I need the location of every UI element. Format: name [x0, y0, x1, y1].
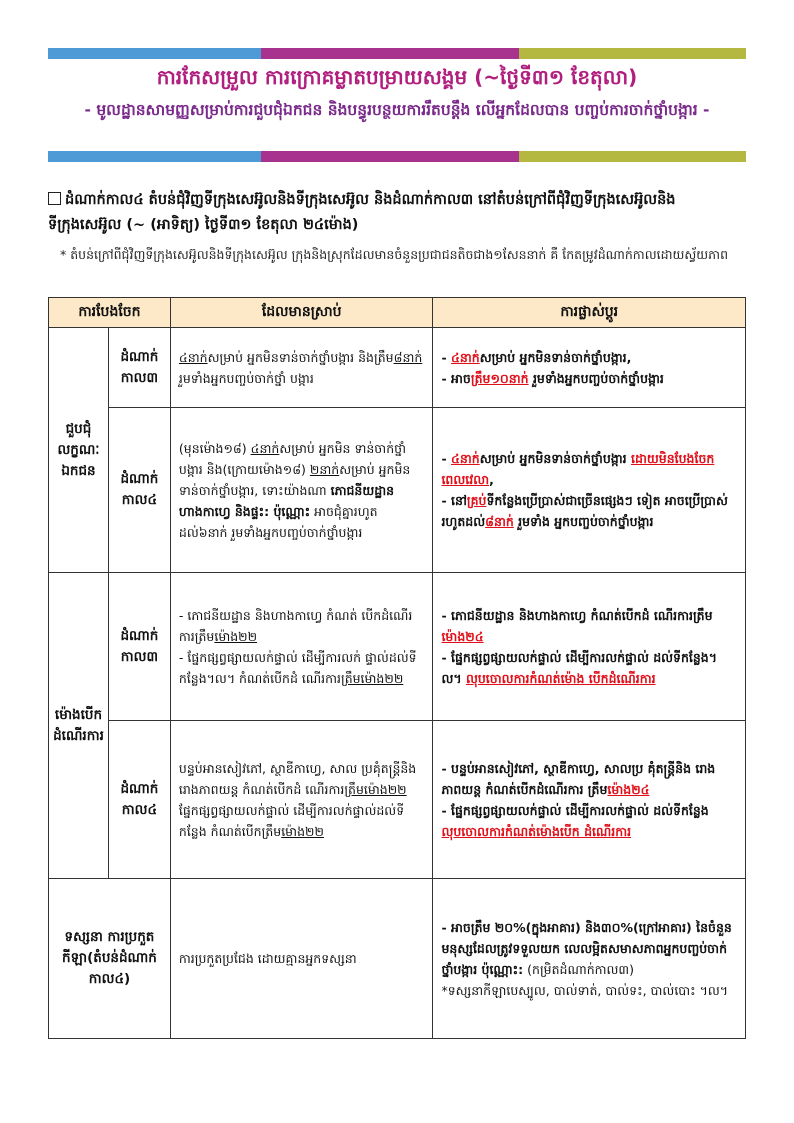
change-text: រួមទាំងអ្នកបញ្ចប់ចាក់ថ្នាំបង្ការ: [528, 370, 664, 386]
available-text: ត្រឹម: [374, 349, 394, 365]
change-text: សម្រាប់ អ្នកមិនទាន់ចាក់ថ្នាំបង្ការ,: [479, 349, 632, 365]
available-text: ត្រឹមម៉ោង២២: [340, 670, 404, 686]
change-highlight: ម៉ោង២៤: [607, 781, 650, 797]
change-text: ,: [489, 472, 494, 487]
change-highlight: ៨នាក់: [485, 514, 514, 529]
available-cell: [170, 328, 433, 408]
available-text: (មុនម៉ោង១៨): [178, 440, 251, 456]
available-text: ២នាក់: [309, 461, 340, 477]
change-line: [441, 605, 737, 647]
available-text: ៤នាក់: [178, 349, 208, 365]
stage-label: ដំណាក់កាល៣: [108, 328, 170, 408]
table-row: [49, 408, 746, 573]
change-line: [441, 347, 737, 368]
bar-segment-olive: [519, 151, 746, 162]
available-text: - ភោជនីយដ្ឋាន និងហាងកាហ្វេ កំណត់ បើកដំណើរការត្រឹម: [178, 607, 413, 644]
available-text: ម៉ោង២២: [214, 628, 258, 644]
available-text: ត្រឹមម៉ោង២២: [344, 781, 407, 797]
change-line: *ទស្សនាកីឡាបេស្បូល, បាល់ទាត់, បាល់ទះ, បាល់បោះ ។ល។: [441, 982, 729, 998]
bar-segment-purple: [261, 48, 519, 59]
header-available: ដែលមានស្រាប់: [170, 298, 433, 328]
category-sports: ទស្សនា ការប្រកួតកីឡា(តំបន់ដំណាក់កាល៤): [49, 879, 171, 1039]
change-text: - អាច: [441, 370, 471, 386]
change-highlight: ម៉ោង២៤: [441, 628, 484, 644]
bar-segment-blue: [48, 48, 261, 59]
available-line: [179, 647, 425, 689]
change-line: [441, 448, 737, 490]
available-cell: [170, 573, 433, 721]
section-heading-text: ដំណាក់កាល៤ តំបន់ជុំវិញទីក្រុងសេអ៊ូលនិងទីក្រុងសេអ៊ូល និងដំណាក់កាល៣ នៅតំបន់ក្រៅពីជុំវិញទីក្រុងសេអ៊ូលនិងទីក្រុងសេអ៊ូល (~ (អាទិត្យ) ថ្ងៃទី៣១ ខែតុលា ២៤ម៉ោង): [48, 192, 676, 233]
available-line: [179, 605, 425, 647]
change-highlight: ៤នាក់: [451, 451, 480, 466]
change-line: [441, 490, 737, 532]
change-cell: [433, 721, 746, 879]
change-text: ទីកន្លែងប្រើប្រាស់ជាច្រើនផ្សេងៗ ទៀត អាចប្រើប្រាស់ រហូតដល់: [441, 493, 728, 529]
change-highlight: លុបចោលការកំណត់ម៉ោងបើក ដំណើរការ: [441, 823, 632, 839]
page-subtitle: - មូលដ្ឋានសាមញ្ញសម្រាប់ការជួបជុំឯកជន និងបន្ធូរបន្ថយការរឹតបន្តឹង លើអ្នកដែលបាន បញ្ចប់ការចាក់ថ្នាំបង្ការ -: [84, 101, 710, 119]
available-text: សម្រាប់ អ្នកមិនទាន់ចាក់ថ្នាំបង្ការ, ទោះយ៉ាងណា: [178, 461, 411, 498]
section-heading: [48, 188, 748, 238]
available-line: [179, 800, 425, 842]
available-text: សម្រាប់ អ្នកមិន ទាន់ចាក់ថ្នាំបង្ការ និង(ក្រោយម៉ោង១៨): [178, 440, 407, 477]
header-change: ការផ្លាស់ប្តូរ: [433, 298, 746, 328]
available-text: - ផ្នែកផ្សព្វផ្សាយលក់ផ្ទាល់ ដើម្បីការលក់ ផ្ទាល់ដល់ទីកន្លែង។ល។ កំណត់បើកដំ ណើរការ: [178, 649, 417, 686]
available-text: ៤នាក់: [250, 440, 280, 456]
change-line: [441, 800, 737, 842]
available-cell: [170, 408, 433, 573]
change-cell: [433, 408, 746, 573]
table-row: [49, 721, 746, 879]
available-cell: [170, 721, 433, 879]
change-text: - អាចត្រឹម ២០%(ក្នុងអាគារ) និង៣០%(ក្រៅអាគារ) នៃចំនួនមនុស្សដែលត្រូវទទួលយក លេលម្អិតសមាសភាពអ្នកបញ្ចប់ចាក់ថ្នាំបង្ការ ប៉ុណ្ណោះ:: [441, 919, 732, 977]
change-cell: [433, 328, 746, 408]
change-line: [441, 368, 737, 389]
bar-segment-blue: [48, 151, 261, 162]
available-bold-text: ភោជនីយដ្ឋាន ហាងកាហ្វេ និងផ្ទះ: ប៉ុណ្ណោះ: [178, 482, 395, 519]
available-cell: ការប្រកួតប្រជែង ដោយគ្មានអ្នកទស្សនា: [170, 879, 433, 1039]
available-text: ៨នាក់: [393, 349, 423, 365]
category-gathering: ជួបជុំលក្ខណៈឯកជន: [49, 328, 109, 573]
stage-label: ដំណាក់កាល៤: [108, 408, 170, 573]
footnote: * តំបន់ក្រៅពីជុំវិញទីក្រុងសេអ៊ូលនិងទីក្រុងសេអ៊ូល ក្រុងនិងស្រុកដែលមានចំនួនប្រជាជនតិចជាង១សែននាក់ គឺ កែតម្រូវដំណាក់កាលដោយស្វ័យភាព: [60, 247, 729, 262]
change-cell: [433, 879, 746, 1039]
header-category: ការបែងចែក: [49, 298, 171, 328]
page-title: ការកែសម្រួល ការក្រោគម្លាតបម្រាយសង្គម (~ថ្ងៃទី៣១ ខែតុលា): [156, 65, 638, 89]
bar-segment-olive: [519, 48, 746, 59]
available-text: សម្រាប់ អ្នកមិនទាន់ចាក់ថ្នាំបង្ការ និង: [207, 349, 374, 365]
change-text: - បន្ទប់អានសៀវភៅ, ស្ថាឌីកាហ្វេ, សាលប្រ គុំតន្ត្រីនិង រោងភាពយន្ត កំណត់បើកដំណើរការ ត្រឹម: [441, 760, 716, 797]
change-line: [441, 917, 737, 980]
change-text: - ភោជនីយដ្ឋាន និងហាងកាហ្វេ កំណត់បើកដំ ណើរការត្រឹម: [441, 607, 713, 623]
available-text: ម៉ោង២២: [281, 823, 324, 839]
available-text: រួមទាំងអ្នកបញ្ចប់ចាក់ថ្នាំ បង្ការ: [178, 370, 314, 386]
bottom-color-bar: [48, 151, 746, 162]
change-text: សម្រាប់ អ្នកមិនទាន់ចាក់ថ្នាំបង្ការ: [479, 451, 631, 466]
table-row: [49, 328, 746, 408]
change-text: - ផ្នែកផ្សព្វផ្សាយលក់ផ្ទាល់ ដើម្បីការលក់ផ្ទាល់ ដល់ទីកន្លែង។ល។: [441, 649, 717, 686]
top-color-bar: [48, 48, 746, 59]
change-text: រួមទាំង អ្នកបញ្ចប់ចាក់ថ្នាំបង្ការ: [513, 514, 654, 529]
rules-table: [48, 297, 746, 1039]
change-line: [441, 758, 737, 800]
available-line: [179, 758, 425, 800]
change-highlight: ត្រឹម១០នាក់: [470, 370, 529, 386]
stage-label: ដំណាក់កាល៣: [108, 573, 170, 721]
change-text: -: [441, 451, 452, 466]
available-text: ផ្នែកផ្សព្វផ្សាយលក់ផ្ទាល់ ដើម្បីការលក់ផ្ទាល់ដល់ទីកន្លែង កំណត់បើកត្រឹម: [178, 802, 405, 839]
table-row: [49, 573, 746, 721]
change-text: - ផ្នែកផ្សព្វផ្សាយលក់ផ្ទាល់ ដើម្បីការលក់ផ្ទាល់ ដល់ទីកន្លែង: [441, 802, 709, 818]
change-highlight: ដោយមិនបែងចែកពេលវេលា: [441, 451, 715, 487]
bar-segment-purple: [261, 151, 519, 162]
table-header-row: [49, 298, 746, 328]
table-row: [49, 879, 746, 1039]
change-line: [441, 647, 737, 689]
change-highlight: ៤នាក់: [451, 349, 480, 365]
stage-label: ដំណាក់កាល៤: [108, 721, 170, 879]
checkbox-icon: [48, 192, 61, 205]
change-cell: [433, 573, 746, 721]
change-text: -: [441, 349, 452, 365]
available-text: អាចជុំគ្នារហូតដល់៦នាក់ រួមទាំងអ្នកបញ្ចប់ចាក់ថ្នាំបង្ការ: [178, 503, 378, 540]
change-text: (កម្រិតដំណាក់កាល៣): [523, 961, 634, 977]
change-text: - នៅ: [441, 493, 467, 508]
change-highlight: គ្រប់: [466, 493, 487, 508]
category-hours: ម៉ោងបើកដំណើរការ: [49, 573, 109, 879]
change-highlight: លុបចោលការកំណត់ម៉ោង បើកដំណើរការ: [465, 670, 656, 686]
available-text: បន្ទប់អានសៀវភៅ, ស្ថាឌីកាហ្វេ, សាល ប្រគុំតន្ត្រីនិង រោងភាពយន្ត កំណត់បើកដំ ណើរការ: [178, 760, 417, 797]
